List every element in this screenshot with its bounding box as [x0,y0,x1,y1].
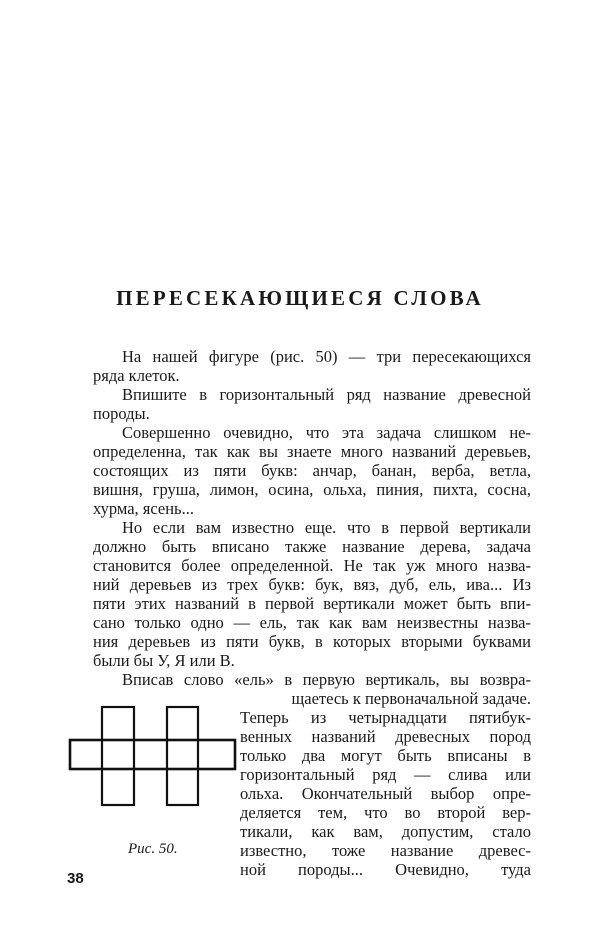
vertical-row-2 [167,707,198,805]
text-line: Но если вам известно еще. что в первой вертикали [122,518,531,537]
text-line: ольха. Окончательный выбор опре- [240,784,531,803]
text-line: Вписав слово «ель» в первую вертикаль, вы возвра- [122,670,531,689]
text-line: Впишите в горизонтальный ряд название древесной [122,385,531,404]
text-line: породы. [93,404,150,423]
text-line: щаетесь к первоначальной задаче. [291,689,531,708]
text-line: были бы У, Я или В. [93,651,235,670]
text-line: состоящих из пяти букв: анчар, банан, верба, ветла, [93,461,531,480]
text-line: На нашей фигуре (рис. 50) — три пересекающихся [122,347,531,366]
text-line: венных названий древесных пород [240,727,531,746]
chapter-title: ПЕРЕСЕКАЮЩИЕСЯ СЛОВА [116,286,484,310]
vertical-row-1 [102,707,134,805]
text-line: определенна, так как вы знаете много названий деревьев, [93,442,531,461]
text-line: только два могут быть вписаны в [240,746,531,765]
text-line: становится более определенной. Не так уж много назва- [93,556,531,575]
horizontal-row [70,740,235,769]
page-number: 38 [67,870,84,887]
text-line: тикали, как вам, допустим, стало [240,822,531,841]
text-line: должно быть вписано также название дерева, задача [93,537,531,556]
text-line: сано только одно — ель, так как вам неизвестны назва- [93,613,531,632]
text-line: вишня, груша, лимон, осина, ольха, пиния, пихта, сосна, [93,480,531,499]
text-line: ния деревьев из пяти букв, в которых вторыми буквами [93,632,531,651]
text-line: Совершенно очевидно, что эта задача слишком не- [122,423,531,442]
text-line: ной породы... Очевидно, туда [240,860,531,879]
text-line: известно, тоже название древес- [240,841,531,860]
text-line: Теперь из четырнадцати пятибук- [240,708,531,727]
text-line: хурма, ясень... [93,499,194,518]
text-line: горизонтальный ряд — слива или [240,765,531,784]
figure-caption: Рис. 50. [128,841,178,857]
text-line: ний деревьев из трех букв: бук, вяз, дуб, ель, ива... Из [93,575,531,594]
text-line: ряда клеток. [93,366,180,385]
text-line: деляется тем, что во второй вер- [240,803,531,822]
text-line: пяти этих названий в первой вертикали может быть впи- [93,594,531,613]
